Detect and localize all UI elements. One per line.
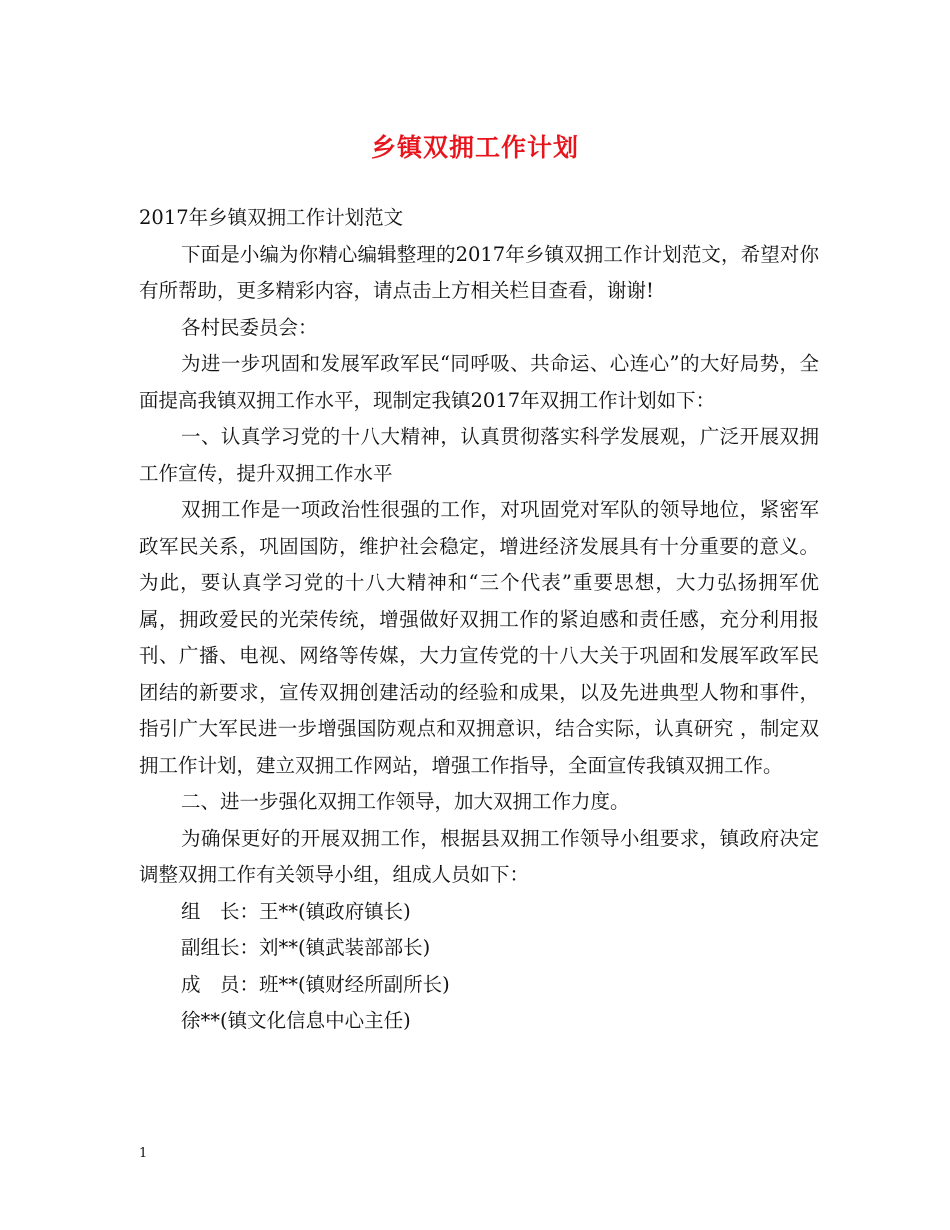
intro-paragraph: 下面是小编为你精心编辑整理的2017年乡镇双拥工作计划范文，希望对你有所帮助，更多精彩内容，请点击上方相关栏目查看，谢谢!	[139, 242, 819, 302]
page-number: 1	[139, 1146, 148, 1161]
section-body-2: 为确保更好的开展双拥工作，根据县双拥工作领导小组要求，镇政府决定调整双拥工作有关领导小组，组成人员如下：	[139, 826, 819, 886]
document-subtitle: 2017年乡镇双拥工作计划范文	[139, 206, 404, 229]
document-body	[139, 200, 819, 1040]
salutation: 各村民委员会：	[181, 315, 318, 339]
document-title: 乡镇双拥工作计划	[370, 133, 579, 162]
section-body-1: 双拥工作是一项政治性很强的工作，对巩固党对军队的领导地位，紧密军政军民关系，巩固国防，维护社会稳定，增进经济发展具有十分重要的意义。为此，要认真学习党的十八大精神和“三个代表”重要思想，大力弘扬拥军优属，拥政爱民的光荣传统，增强做好双拥工作的紧迫感和责任感，充分利用报刊、广播、电视、网络等传媒，大力宣传党的十八大关于巩固和发展军政军民团结的新要求，宣传双拥创建活动的经验和成果，以及先进典型人物和事件，指引广大军民进一步增强国防观点和双拥意识，结合实际，认真研究 ，制定双拥工作计划，建立双拥工作网站，增强工作指导，全面宣传我镇双拥工作。	[139, 498, 819, 777]
section-heading-2: 二、进一步强化双拥工作领导，加大双拥工作力度。	[181, 790, 630, 813]
member-line-2: 徐**(镇文化信息中心主任)	[181, 1009, 411, 1032]
member-line: 成 员：班**(镇财经所副所长)	[181, 972, 450, 996]
section-heading-1: 一、认真学习党的十八大精神，认真贯彻落实科学发展观，广泛开展双拥工作宣传，提升双拥工作水平	[139, 425, 819, 485]
leader-line: 组 长：王**(镇政府镇长)	[181, 899, 411, 923]
deputy-leader-line: 副组长：刘**(镇武装部部长)	[181, 936, 431, 959]
purpose-paragraph: 为进一步巩固和发展军政军民“同呼吸、共命运、心连心”的大好局势，全面提高我镇双拥工作水平，现制定我镇2017年双拥工作计划如下：	[139, 352, 819, 412]
